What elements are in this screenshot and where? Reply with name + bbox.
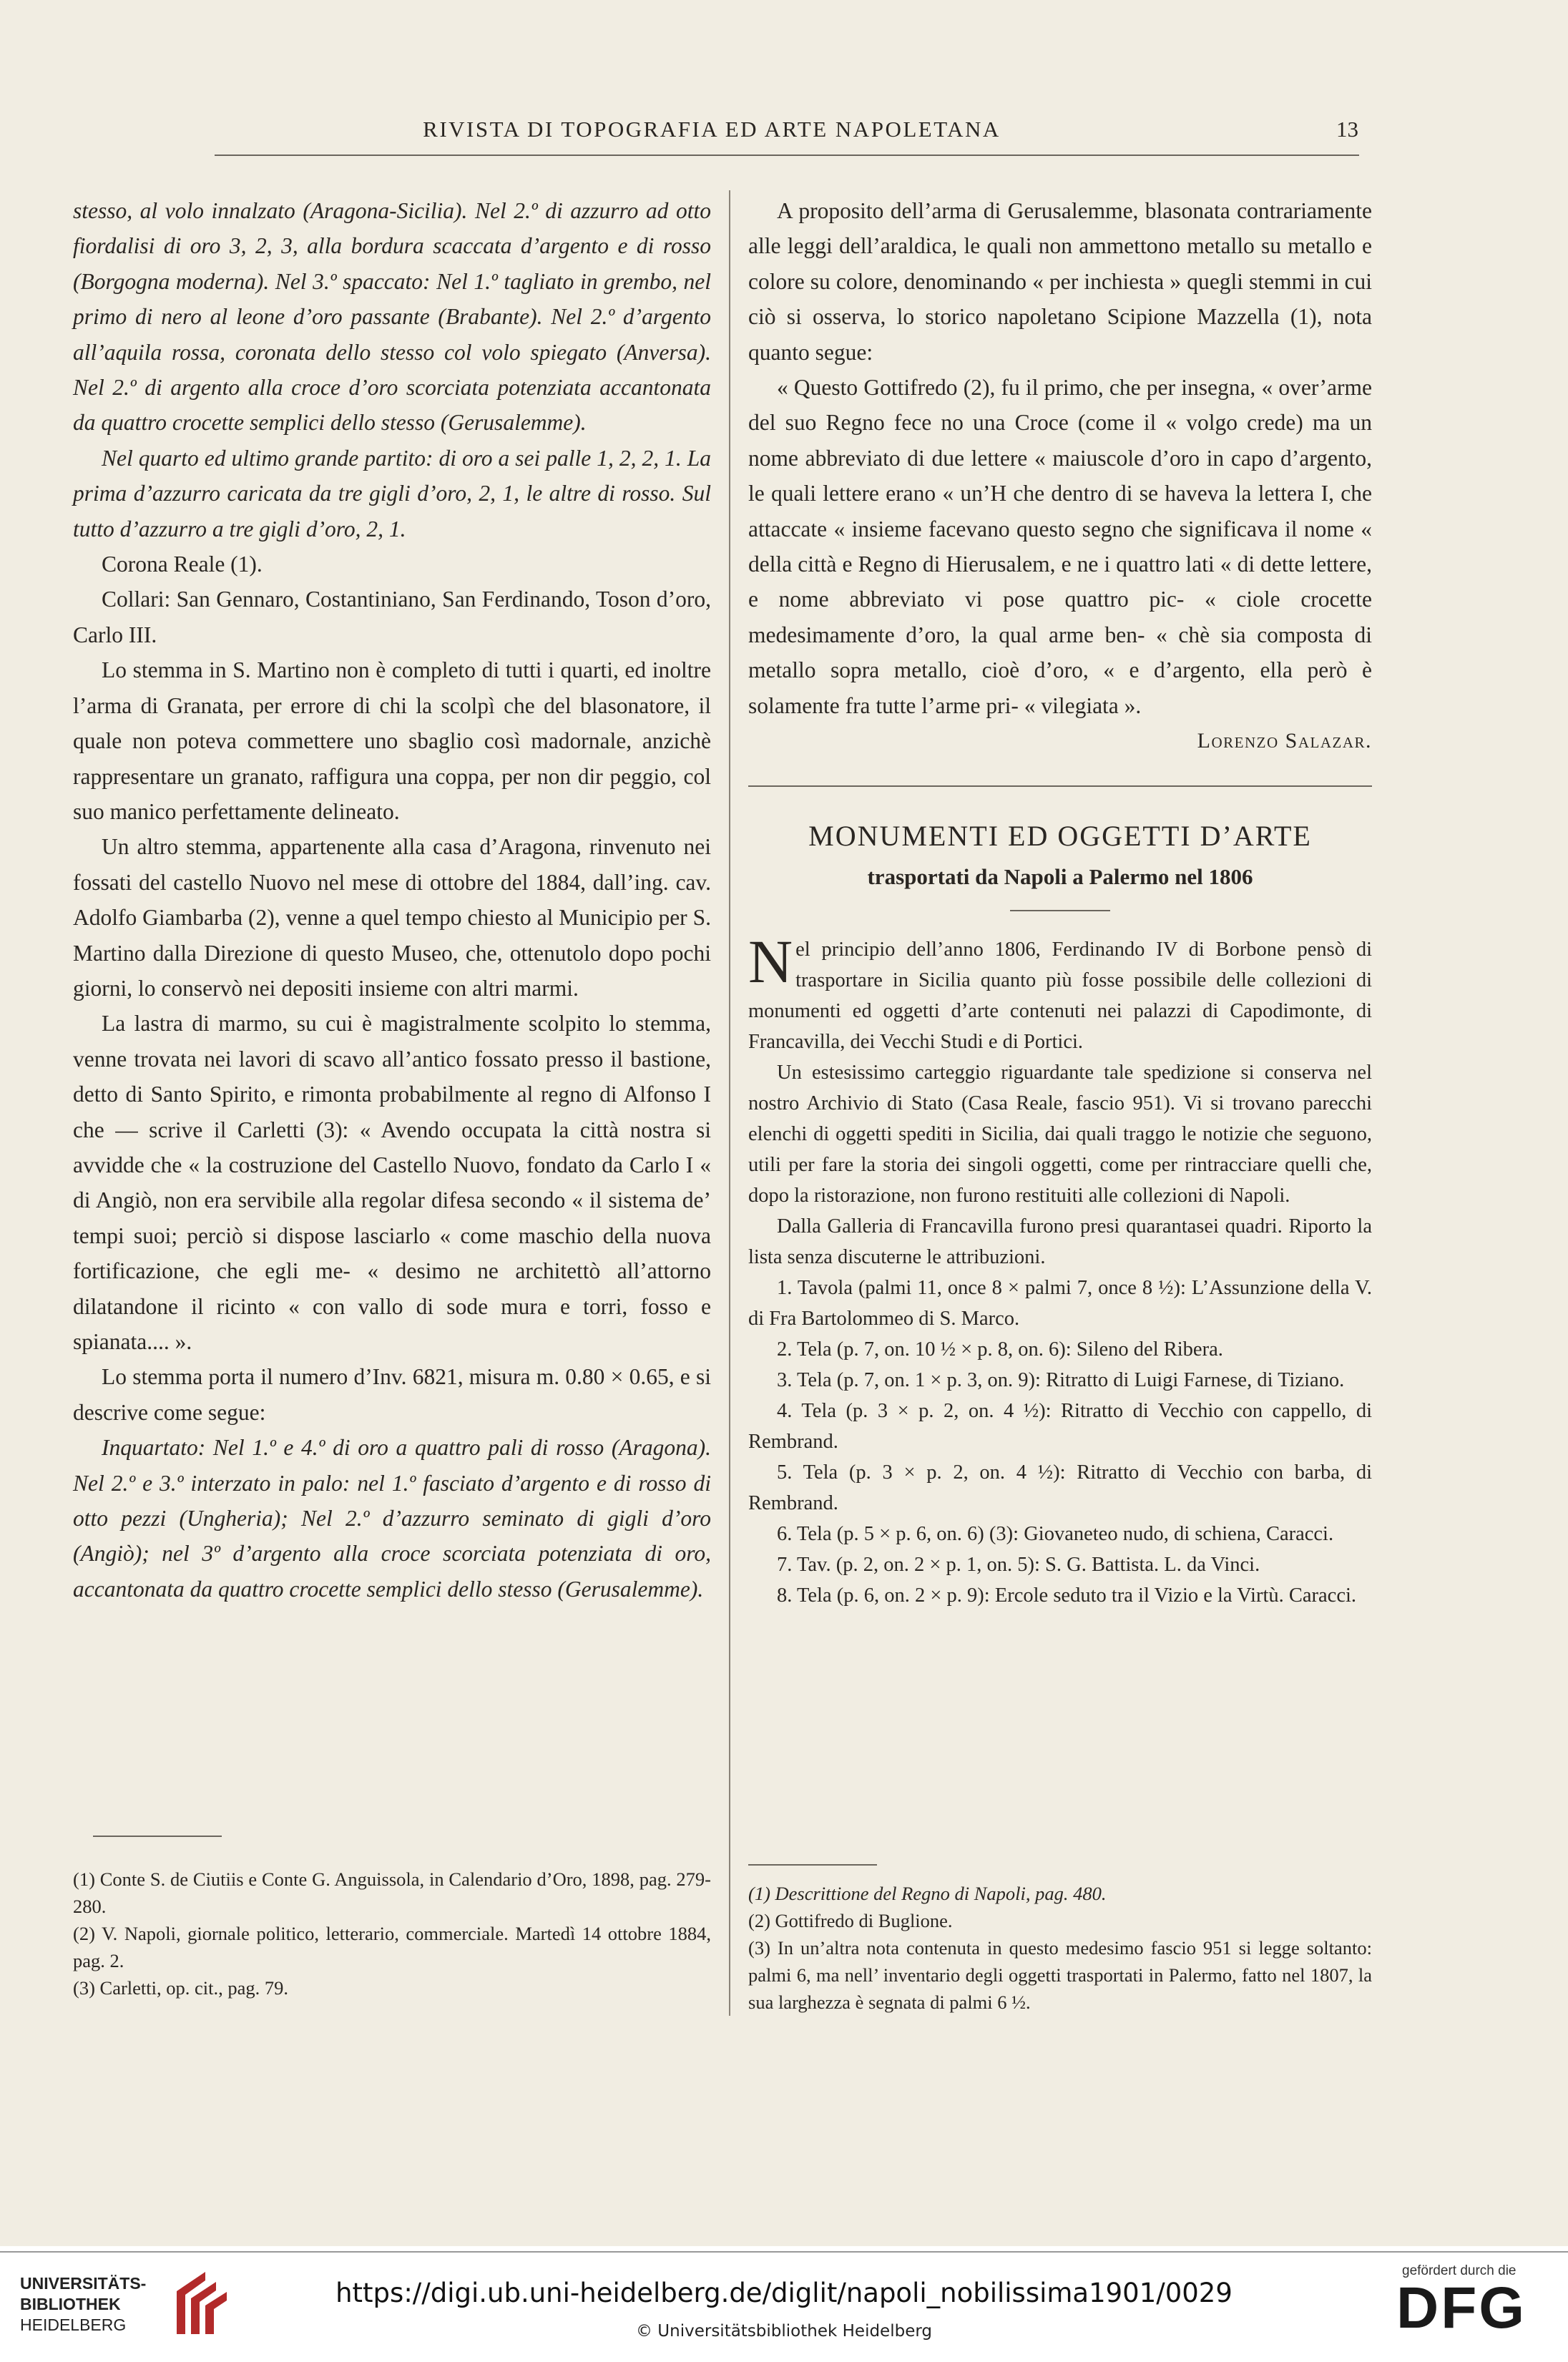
- paragraph: La lastra di marmo, su cui è magistralmente scolpito lo stemma, venne trovata nei lavori di scavo all’antico fossato presso il bastione, detto di Santo Spirito, e rimonta probabilmente al regno di Alfonso I che — scrive il Carletti (3): « Avendo occupata la città nostra si avvidde che « la costruzione del Castello Nuovo, fondato da Carlo I « di Angiò, non era servibile alla regolar difesa secondo « il sistema de’ tempi suoi; perciò si dispose lasciarlo « come maschio della nuova fortificazione, che egli me- « desimo ne architettò all’attorno dilatandone il ricinto « con vallo di sode mura e torri, fosso e spianata.... ».: [73, 1011, 711, 1354]
- running-head: RIVISTA DI TOPOGRAFIA ED ARTE NAPOLETANA: [423, 117, 1001, 142]
- footnote: (1) Conte S. de Ciutiis e Conte G. Anguissola, in Calendario d’Oro, 1898, pag. 279-280.: [73, 1868, 711, 1917]
- section-title: MONUMENTI ED OGGETTI D’ARTE: [808, 820, 1312, 853]
- right-footnotes: [748, 1880, 1372, 2016]
- left-footnotes: [73, 1866, 711, 2001]
- author-signature: Lorenzo Salazar.: [1197, 729, 1372, 753]
- paragraph: Collari: San Gennaro, Costantiniano, San Ferdinando, Toson d’oro, Carlo III.: [73, 587, 711, 647]
- list-item: 3. Tela (p. 7, on. 1 × p. 3, on. 9): Ritratto di Luigi Farnese, di Tiziano.: [777, 1369, 1345, 1392]
- list-item: 5. Tela (p. 3 × p. 2, on. 4 ½): Ritratto di Vecchio con barba, di Rembrand.: [748, 1461, 1372, 1515]
- header-rule: [215, 155, 1359, 156]
- footnote: (2) V. Napoli, giornale politico, letterario, commerciale. Martedì 14 ottobre 1884, pag. 2.: [73, 1923, 711, 1971]
- footnote: (2) Gottifredo di Buglione.: [748, 1910, 953, 1931]
- paragraph: Lo stemma porta il numero d’Inv. 6821, misura m. 0.80 × 0.65, e si descrive come segue:: [73, 1364, 711, 1425]
- drop-cap: N: [748, 927, 793, 996]
- list-item: 2. Tela (p. 7, on. 10 ½ × p. 8, on. 6): Sileno del Ribera.: [777, 1338, 1223, 1361]
- paragraph: Un altro stemma, appartenente alla casa d’Aragona, rinvenuto nei fossati del castello Nuovo nel mese di ottobre del 1884, dall’ing. cav. Adolfo Giambarba (2), venne a quel tempo chiesto al Municipio per S. Martino dalla Direzione di questo Museo, che, ottenutolo dopo pochi giorni, lo conservò nei depositi insieme con altri marmi.: [73, 834, 711, 1001]
- footnote: (3) Carletti, op. cit., pag. 79.: [73, 1977, 288, 1999]
- permalink-url[interactable]: https://digi.ub.uni-heidelberg.de/diglit/napoli_nobilissima1901/0029: [335, 2278, 1233, 2308]
- paragraph: stesso, al volo innalzato (Aragona-Sicilia). Nel 2.º di azzurro ad otto fiordalisi di oro 3, 2, 3, alla bordura scaccata d’argento e di rosso (Borgogna moderna). Nel 3.º spaccato: Nel 1.º tagliato in grembo, nel primo di nero al leone d’oro passante (Brabante). Nel 2.º d’argento all’aquila rossa, coronata dello stesso col volo spiegato (Anversa). Nel 2.º di argento alla croce d’oro scorciata potenziata accantonata da quattro crocette semplici dello stesso (Gerusalemme).: [73, 198, 711, 436]
- paragraph-text: el principio dell’anno 1806, Ferdinando IV di Borbone pensò di trasportare in Sicilia quanto più fosse possibile delle collezioni di monumenti ed oggetti d’arte contenuti nei palazzi di Capodimonte, di Francavilla, dei Vecchi Studi e di Portici.: [748, 939, 1372, 1054]
- list-item: 7. Tav. (p. 2, on. 2 × p. 1, on. 5): S. G. Battista. L. da Vinci.: [777, 1554, 1260, 1577]
- footnote-rule: [93, 1836, 222, 1837]
- section-rule: [748, 785, 1372, 787]
- paragraph: Dalla Galleria di Francavilla furono presi quarantasei quadri. Riporto la lista senza discuterne le attribuzioni.: [748, 1215, 1372, 1269]
- page-number: 13: [1336, 117, 1358, 142]
- section-subtitle: trasportati da Napoli a Palermo nel 1806: [867, 864, 1253, 890]
- paragraph: Un estesissimo carteggio riguardante tale spedizione si conserva nel nostro Archivio di Stato (Casa Reale, fascio 951). Vi si trovano parecchi elenchi di oggetti spediti in Sicilia, dai quali traggo le notizie che seguono, utili per fare la storia dei singoli oggetti, come per rintracciare quelli che, dopo la ristorazione, non furono restituiti alle collezioni di Napoli.: [748, 1062, 1372, 1207]
- footnote: (3) In un’altra nota contenuta in questo medesimo fascio 951 si legge soltanto: palmi 6, ma nell’ inventario degli oggetti trasportati in Palermo, fatto nel 1807, la sua larghezza è segnata di palmi 6 ½.: [748, 1937, 1372, 2013]
- dfg-logo[interactable]: DFG: [1396, 2275, 1527, 2341]
- column-separator: [729, 190, 730, 2016]
- quotation: « Questo Gottifredo (2), fu il primo, che per insegna, « over’arme del suo Regno fece no una Croce (come il « volgo crede) ma un nome abbreviato di due lettere « maiuscole d’oro in capo d’argento, le quali lettere erano « un’H che dentro di se haveva la lettera I, che attaccate « insieme facevano questo segno che significava il nome « della città e Regno di Hierusalem, e ne i quattro lati « di dette lettere, e nome abbreviato vi pose quattro pic- « ciole crocette medesimamente d’oro, la qual arme ben- « chè sia composta di metallo sopra metallo, cioè d’oro, « e d’argento, ella però è solamente fra tutte l’arme pri- « vilegiata ».: [748, 375, 1372, 718]
- paragraph: Corona Reale (1).: [102, 552, 263, 577]
- right-column: [748, 193, 1372, 1611]
- list-item: 6. Tela (p. 5 × p. 6, on. 6) (3): Giovaneteo nudo, di schiena, Caracci.: [777, 1523, 1334, 1546]
- footer-divider: [0, 2251, 1568, 2253]
- footnote-rule: [748, 1864, 877, 1866]
- list-item: 1. Tavola (palmi 11, once 8 × palmi 7, once 8 ½): L’Assunzione della V. di Fra Bartolommeo di S. Marco.: [748, 1277, 1372, 1331]
- library-logo[interactable]: UNIVERSITÄTS- BIBLIOTHEK HEIDELBERG: [20, 2274, 147, 2334]
- footnote: (1) Descrittione del Regno di Napoli, pag. 480.: [748, 1883, 1107, 1904]
- paragraph: A proposito dell’arma di Gerusalemme, blasonata contrariamente alle leggi dell’araldica, le quali non ammettono metallo su metallo e colore su colore, denominando « per inchiesta » quegli stemmi in cui ciò si osserva, lo storico napoletano Scipione Mazzella (1), nota quanto segue:: [748, 198, 1372, 365]
- funder-label: gefördert durch die: [1402, 2263, 1516, 2278]
- paragraph: Inquartato: Nel 1.º e 4.º di oro a quattro pali di rosso (Aragona). Nel 2.º e 3.º interzato in palo: nel 1.º fasciato d’argento e di rosso di otto pezzi (Ungheria); Nel 2.º d’azzurro seminato di gigli d’oro (Angiò); nel 3º d’argento alla croce scorciata potenziata di oro, accantonata da quattro crocette semplici dello stesso (Gerusalemme).: [73, 1435, 711, 1602]
- copyright-notice: © Universitätsbibliothek Heidelberg: [635, 2322, 932, 2341]
- paragraph: Nel quarto ed ultimo grande partito: di oro a sei palle 1, 2, 2, 1. La prima d’azzurro caricata da tre gigli d’oro, 2, 1, le altre di rosso. Sul tutto d’azzurro a tre gigli d’oro, 2, 1.: [73, 445, 711, 542]
- left-column: [73, 193, 711, 1607]
- list-item: 8. Tela (p. 6, on. 2 × p. 9): Ercole seduto tra il Vizio e la Virtù. Caracci.: [777, 1584, 1357, 1607]
- list-item: 4. Tela (p. 3 × p. 2, on. 4 ½): Ritratto di Vecchio con cappello, di Rembrand.: [748, 1400, 1372, 1454]
- paragraph: [748, 927, 1372, 1057]
- paragraph: Lo stemma in S. Martino non è completo di tutti i quarti, ed inoltre l’arma di Granata, per errore di chi la scolpì che del blasonatore, il quale non poteva commettere uno sbaglio così madornale, anzichè rappresentare un granato, raffigura una coppa, per non dir peggio, col suo manico perfettamente delineato.: [73, 657, 711, 824]
- section-short-rule: [1010, 910, 1110, 911]
